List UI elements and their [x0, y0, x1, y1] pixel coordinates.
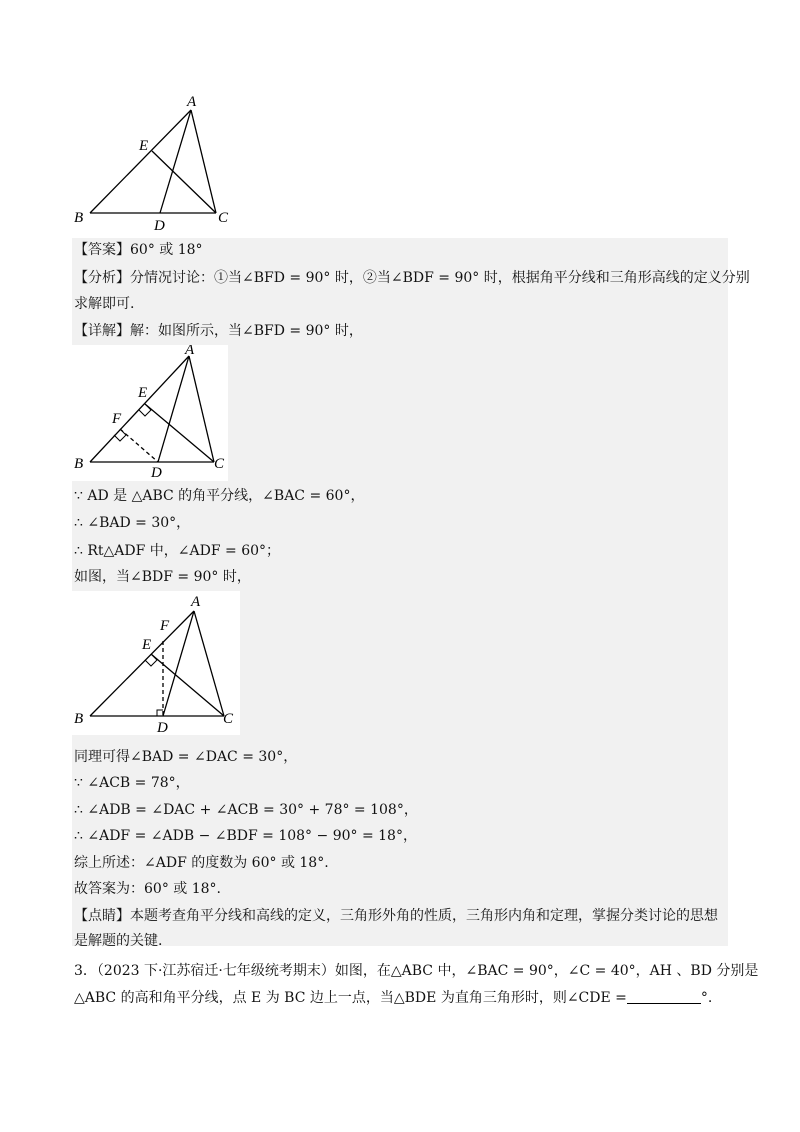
analysis-line-2: 求解即可.: [74, 296, 135, 312]
figure-1: [70, 92, 250, 232]
label-D: D: [151, 465, 162, 481]
step-3: ∴ Rt△ADF 中，∠ADF = 60°；: [74, 543, 281, 559]
label-B: B: [74, 210, 84, 226]
label-A: A: [187, 94, 197, 110]
step-1: ∵ AD 是 △ABC 的角平分线，∠BAC = 60°，: [74, 488, 365, 504]
figure-3: [72, 591, 240, 735]
figure-2: [72, 345, 228, 481]
analysis-tag: 【分析】: [74, 270, 130, 286]
comment-tag: 【点睛】: [74, 908, 130, 924]
detail-line: [74, 321, 363, 341]
analysis-line-1: [74, 268, 750, 288]
step-10: 故答案为：60° 或 18°.: [74, 881, 221, 897]
label-C: C: [218, 210, 229, 226]
answer-line: [74, 240, 203, 260]
question-3-line-2: △ABC 的高和角平分线，点 E 为 BC 边上一点，当△BDE 为直角三角形时，则∠CDE = °.: [74, 990, 713, 1006]
label-F: F: [112, 411, 122, 427]
step-4: 如图，当∠BDF = 90° 时，: [74, 569, 251, 585]
comment-line-2: 是解题的关键.: [74, 933, 163, 949]
comment-line-1: 【点睛】本题考查角平分线和高线的定义，三角形外角的性质，三角形内角和定理，掌握分类讨论的思想: [74, 908, 718, 924]
step-7: ∴ ∠ADB = ∠DAC + ∠ACB = 30° + 78° = 108°，: [74, 802, 418, 818]
answer-text: 60° 或 18°: [130, 242, 203, 258]
label-F: F: [160, 618, 170, 634]
answer-blank[interactable]: [627, 989, 701, 1004]
label-A: A: [191, 594, 201, 610]
step-2: ∴ ∠BAD = 30°，: [74, 515, 191, 531]
step-6: ∵ ∠ACB = 78°，: [74, 775, 190, 791]
label-E: E: [142, 637, 152, 653]
label-B: B: [74, 456, 84, 472]
label-C: C: [214, 456, 225, 472]
label-C: C: [223, 711, 234, 727]
label-D: D: [157, 720, 168, 735]
answer-tag: 【答案】: [74, 242, 130, 258]
step-8: ∴ ∠ADF = ∠ADB − ∠BDF = 108° − 90° = 18°，: [74, 828, 417, 844]
label-B: B: [74, 711, 84, 727]
label-D: D: [154, 218, 165, 232]
analysis-text-1: 分情况讨论：①当∠BFD = 90° 时，②当∠BDF = 90° 时，根据角平分线和三角形高线的定义分别: [130, 270, 750, 286]
label-A: A: [185, 345, 195, 358]
question-3-line-1: 3．（2023 下·江苏宿迁·七年级统考期末）如图，在△ABC 中，∠BAC = 90°，∠C = 40°，AH 、BD 分别是: [74, 963, 759, 979]
step-9: 综上所述：∠ADF 的度数为 60° 或 18°.: [74, 855, 329, 871]
label-E: E: [138, 385, 148, 401]
detail-text: 解：如图所示，当∠BFD = 90° 时，: [130, 323, 363, 339]
step-5: 同理可得∠BAD = ∠DAC = 30°，: [74, 749, 298, 765]
label-E: E: [139, 138, 149, 154]
detail-tag: 【详解】: [74, 323, 130, 339]
